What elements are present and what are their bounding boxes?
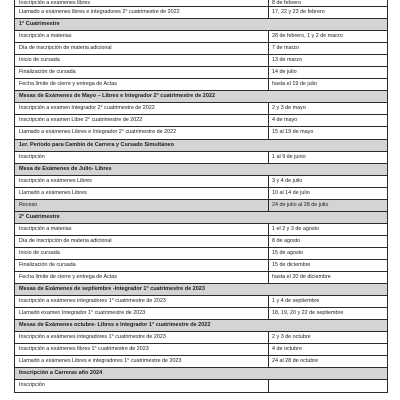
section-header-row bbox=[15, 91, 387, 103]
event-date: 8 de agosto bbox=[272, 237, 301, 244]
event-date: 8 de febrero bbox=[272, 0, 302, 6]
calendar-row bbox=[15, 248, 387, 260]
section-header-row bbox=[15, 164, 387, 176]
calendar-row bbox=[15, 332, 387, 344]
section-header-row bbox=[15, 212, 387, 224]
calendar-row bbox=[15, 272, 387, 284]
calendar-row bbox=[15, 356, 387, 368]
event-date: 1 al 9 de junio bbox=[272, 153, 306, 160]
section-title: Mesas de Exámenes de septiembre -Integrador 1° cuatrimestre de 2023 bbox=[19, 286, 205, 293]
event-label: Día de inscripción de materia adicional bbox=[15, 236, 269, 247]
calendar-row bbox=[15, 7, 387, 19]
event-date: 1 y 4 de septiembre bbox=[272, 298, 320, 305]
event-label: Inscripción a examenes libres bbox=[15, 0, 269, 6]
section-title: Inscripción a Carreras año 2024 bbox=[19, 370, 103, 377]
event-label: Inicio de cursada bbox=[15, 55, 269, 66]
event-date: 28 de febrero, 1 y 2 de marzo bbox=[272, 33, 343, 40]
calendar-row bbox=[15, 0, 387, 7]
calendar-row bbox=[15, 200, 387, 212]
event-date: 7 de marzo bbox=[272, 45, 299, 52]
event-label: Inscripción a materias bbox=[15, 224, 269, 235]
event-date: hasta el 19 de julio bbox=[272, 81, 317, 88]
calendar-row bbox=[15, 103, 387, 115]
calendar-row bbox=[15, 79, 387, 91]
section-header-row bbox=[15, 140, 387, 152]
event-label: Finalización de cursada bbox=[15, 260, 269, 271]
event-date: 1 el 2 y 3 de agosto bbox=[272, 225, 320, 232]
calendar-row bbox=[15, 236, 387, 248]
calendar-row bbox=[15, 296, 387, 308]
section-header-row bbox=[15, 368, 387, 380]
event-label: Llamado a exámenes Libres bbox=[15, 188, 269, 199]
calendar-row bbox=[15, 260, 387, 272]
event-date: 24 de julio al 28 de julio bbox=[272, 201, 329, 208]
calendar-row bbox=[15, 152, 387, 164]
event-date: 15 al 19 de mayo bbox=[272, 129, 314, 136]
event-label: Fecha límite de cierre y entrega de Actas bbox=[15, 79, 269, 90]
event-label: Inscripción a exámenes Libres bbox=[15, 176, 269, 187]
academic-calendar-table bbox=[14, 0, 388, 393]
event-label: Inscripción a examen Libre 2° cuatrimestre de 2022 bbox=[15, 115, 269, 126]
event-label: Inscripción a exámenes libres 1° cuatrimestre de 2023 bbox=[15, 344, 269, 355]
section-title: 1er. Período para Cambio de Carrera y Cursado Simultáneo bbox=[19, 141, 174, 148]
event-date: 18, 19, 20 y 22 de septiembre bbox=[272, 310, 344, 317]
event-date: 2 y 3 de octubre bbox=[272, 334, 311, 341]
calendar-row bbox=[15, 188, 387, 200]
section-title: 2° Cuatrimestre bbox=[19, 213, 60, 220]
calendar-row bbox=[15, 380, 387, 392]
event-date: 13 de marzo bbox=[272, 57, 302, 64]
event-label: Inscripción a exámenes integradores 1° cuatrimestre de 2023 bbox=[15, 332, 269, 343]
event-date: 15 de diciembre bbox=[272, 261, 311, 268]
event-label: Inscripción bbox=[15, 152, 269, 163]
event-label: Inscripción bbox=[15, 380, 269, 391]
event-date: 2 y 3 de mayo bbox=[272, 105, 306, 112]
event-label: Receso bbox=[15, 200, 269, 211]
event-date: 17, 22 y 23 de febrero bbox=[272, 9, 325, 15]
event-date: hasta el 20 de diciembre bbox=[272, 274, 331, 281]
event-label: Inscripción a examen Integrador 2° cuatrimestre de 2022 bbox=[15, 103, 269, 114]
event-date bbox=[269, 380, 387, 391]
calendar-row bbox=[15, 224, 387, 236]
section-title: Mesas de Exámenes octubre- Libres e Integrador 1° cuatrimestre de 2022 bbox=[19, 322, 211, 329]
event-label: Inscripción a materias bbox=[15, 31, 269, 42]
calendar-row bbox=[15, 308, 387, 320]
event-label: Inscripción a exámenes integradores 1° cuatrimestre de 2023 bbox=[15, 296, 269, 307]
event-label: Llamado a exámenes Libres e Integrador 2° cuatrimestre de 2022 bbox=[15, 127, 269, 138]
event-label: Día de inscripción de materia adicional bbox=[15, 43, 269, 54]
calendar-row bbox=[15, 344, 387, 356]
event-date: 4 de mayo bbox=[272, 117, 298, 124]
section-header-row bbox=[15, 284, 387, 296]
event-label: Fecha límite de cierre y entrega de Actas bbox=[15, 272, 269, 283]
section-title: Mesas de Exámenes de Mayo – Libres e Integrador 2° cuatrimestre de 2022 bbox=[19, 93, 216, 100]
event-label: Llamado a exámenes libres e integradores 2° cuatrimestre de 2022 bbox=[15, 7, 269, 18]
event-label: Inicio de cursada bbox=[15, 248, 269, 259]
calendar-row bbox=[15, 127, 387, 139]
event-date: 15 de agosto bbox=[272, 249, 304, 256]
event-label: Llamado examen Integrador 1° cuatrimestre de 2023 bbox=[15, 308, 269, 319]
section-title: 1° Cuatrimestre bbox=[19, 21, 60, 28]
calendar-row bbox=[15, 43, 387, 55]
calendar-row bbox=[15, 115, 387, 127]
event-label: Llamado a exámenes Libres e integradores 1° cuatrimestre de 2023 bbox=[15, 356, 269, 367]
event-date: 24 al 28 de octubre bbox=[272, 358, 319, 365]
calendar-row bbox=[15, 55, 387, 67]
section-title: Mesa de Exámenes de Julio- Libres bbox=[19, 165, 112, 172]
calendar-row bbox=[15, 67, 387, 79]
section-header-row bbox=[15, 19, 387, 31]
event-date: 4 de octubre bbox=[272, 346, 302, 353]
event-date: 10 al 14 de julio bbox=[272, 189, 310, 196]
calendar-row bbox=[15, 31, 387, 43]
section-header-row bbox=[15, 320, 387, 332]
event-date: 14 de julio bbox=[272, 69, 297, 76]
event-date: 3 y 4 de julio bbox=[272, 177, 303, 184]
event-label: Finalización de cursada bbox=[15, 67, 269, 78]
calendar-row bbox=[15, 176, 387, 188]
